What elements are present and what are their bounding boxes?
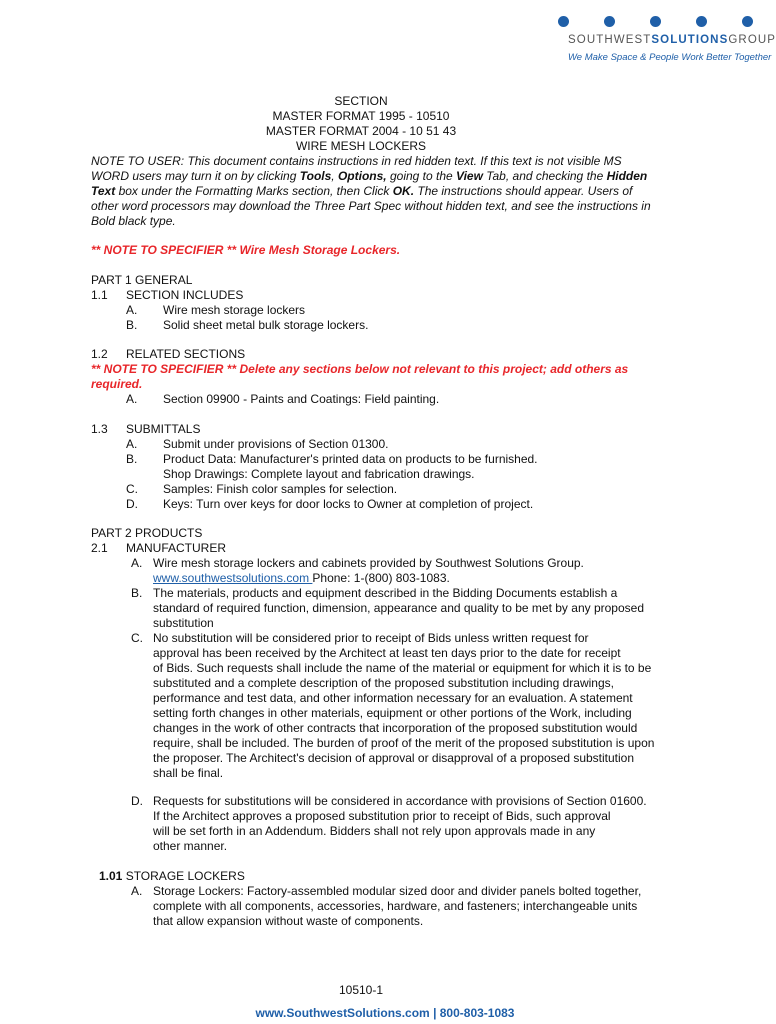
footer-contact-link[interactable]: www.SouthwestSolutions.com | 800-803-1083 bbox=[255, 1006, 515, 1020]
section-2-1-number: 2.1 bbox=[91, 541, 108, 555]
list-item-label: B. bbox=[126, 318, 138, 332]
list-item-label: C. bbox=[126, 482, 138, 496]
note-to-specifier-related: ** NOTE TO SPECIFIER ** Delete any sections below not relevant to this project; add others as bbox=[91, 362, 629, 376]
page-number: 10510-1 bbox=[338, 983, 384, 997]
list-item-label: A. bbox=[131, 556, 143, 570]
manufacturer-website-link[interactable]: www.southwestsolutions.com bbox=[153, 571, 313, 585]
list-item-text: No substitution will be considered prior to receipt of Bids unless written request for approval has been received by the Architect at least ten days prior to the date for receipt of Bids. Such requests shall include the name of the material or equipment for which it is to be substituted and a complete description of the proposed substitution including drawings, performance and test data, and other information necessary for an evaluation. A statement setting forth changes in other materials, equipment or other portions of the Work, including changes in the work of other contracts that incorporation of the proposed substitution would require, shall be included. The burden of proof of the merit of the proposed substitution is upon the proposer. The Architect's decision of approval or disapproval of a proposed substitution shall be final. bbox=[153, 631, 655, 780]
list-item-text: Keys: Turn over keys for door locks to Owner at completion of project. bbox=[163, 497, 534, 511]
list-item-label: C. bbox=[131, 631, 143, 645]
list-item-text: Requests for substitutions will be considered in accordance with provisions of Section 01600. If the Architect approves a proposed substitution prior to receipt of Bids, such approval will be set forth in an Addendum. Bidders shall not rely upon approvals made in any other manner. bbox=[153, 794, 647, 853]
part1-title: PART 1 GENERAL bbox=[91, 273, 193, 287]
logo-wordmark: SOUTHWESTSOLUTIONSGROUP bbox=[568, 34, 776, 46]
list-item-label: D. bbox=[131, 794, 143, 808]
list-item-label: D. bbox=[126, 497, 138, 511]
logo-dots-icon bbox=[548, 14, 758, 30]
list-item-text: The materials, products and equipment described in the Bidding Documents establish a standard of required function, dimension, appearance and quality to be met by any proposed substitution bbox=[153, 586, 644, 630]
company-logo bbox=[548, 14, 776, 63]
heading-format-2004: MASTER FORMAT 2004 - 10 51 43 bbox=[265, 124, 457, 138]
heading-section: SECTION bbox=[334, 94, 388, 108]
section-2-1-title: MANUFACTURER bbox=[126, 541, 227, 555]
note-to-specifier: ** NOTE TO SPECIFIER ** Wire Mesh Storage Lockers. bbox=[91, 243, 401, 257]
list-item-label: A. bbox=[126, 303, 138, 317]
manufacturer-contact: www.southwestsolutions.com Phone: 1-(800) 803-1083. bbox=[153, 571, 450, 585]
list-item-text: Samples: Finish color samples for selection. bbox=[163, 482, 398, 496]
list-item-label: B. bbox=[131, 586, 143, 600]
section-1-2-title: RELATED SECTIONS bbox=[126, 347, 246, 361]
section-1-3-title: SUBMITTALS bbox=[126, 422, 201, 436]
note-to-specifier-related-cont: required. bbox=[91, 377, 143, 391]
heading-title: WIRE MESH LOCKERS bbox=[295, 139, 427, 153]
list-item-label: A. bbox=[126, 392, 138, 406]
list-item-text: Solid sheet metal bulk storage lockers. bbox=[163, 318, 369, 332]
section-1-1-number: 1.1 bbox=[91, 288, 108, 302]
list-item-text: Storage Lockers: Factory-assembled modular sized door and divider panels bolted together, complete with all components, accessories, hardware, and fasteners; interchangeable units that allow expansion without waste of components. bbox=[153, 884, 642, 928]
note-to-user: NOTE TO USER: This document contains instructions in red hidden text. If this text is not visible MS WORD users may turn it on by clicking Tools, Options, going to the View Tab, and checking the Hidden Text box under the Formatting Marks section, then Click OK. The instructions should appear. Users of other word processors may download the Three Part Spec without hidden text, and see the instructions in Bold black type. bbox=[91, 154, 651, 228]
list-item-text: Shop Drawings: Complete layout and fabrication drawings. bbox=[163, 467, 475, 481]
section-1-3-number: 1.3 bbox=[91, 422, 108, 436]
list-item-label: A. bbox=[131, 884, 143, 898]
list-item-text: Section 09900 - Paints and Coatings: Field painting. bbox=[163, 392, 440, 406]
section-1-01-heading: 1.01 STORAGE LOCKERS bbox=[99, 869, 245, 883]
list-item-text: Submit under provisions of Section 01300. bbox=[163, 437, 389, 451]
section-1-2-number: 1.2 bbox=[91, 347, 108, 361]
list-item-text: Wire mesh storage lockers and cabinets provided by Southwest Solutions Group. bbox=[153, 556, 584, 570]
heading-format-1995: MASTER FORMAT 1995 - 10510 bbox=[272, 109, 450, 123]
list-item-text: Wire mesh storage lockers bbox=[163, 303, 306, 317]
list-item-text: Product Data: Manufacturer's printed data on products to be furnished. bbox=[163, 452, 538, 466]
section-1-1-title: SECTION INCLUDES bbox=[126, 288, 244, 302]
part2-title: PART 2 PRODUCTS bbox=[91, 526, 203, 540]
list-item-label: A. bbox=[126, 437, 138, 451]
list-item-label: B. bbox=[126, 452, 138, 466]
logo-tagline: We Make Space & People Work Better Together bbox=[568, 52, 772, 63]
